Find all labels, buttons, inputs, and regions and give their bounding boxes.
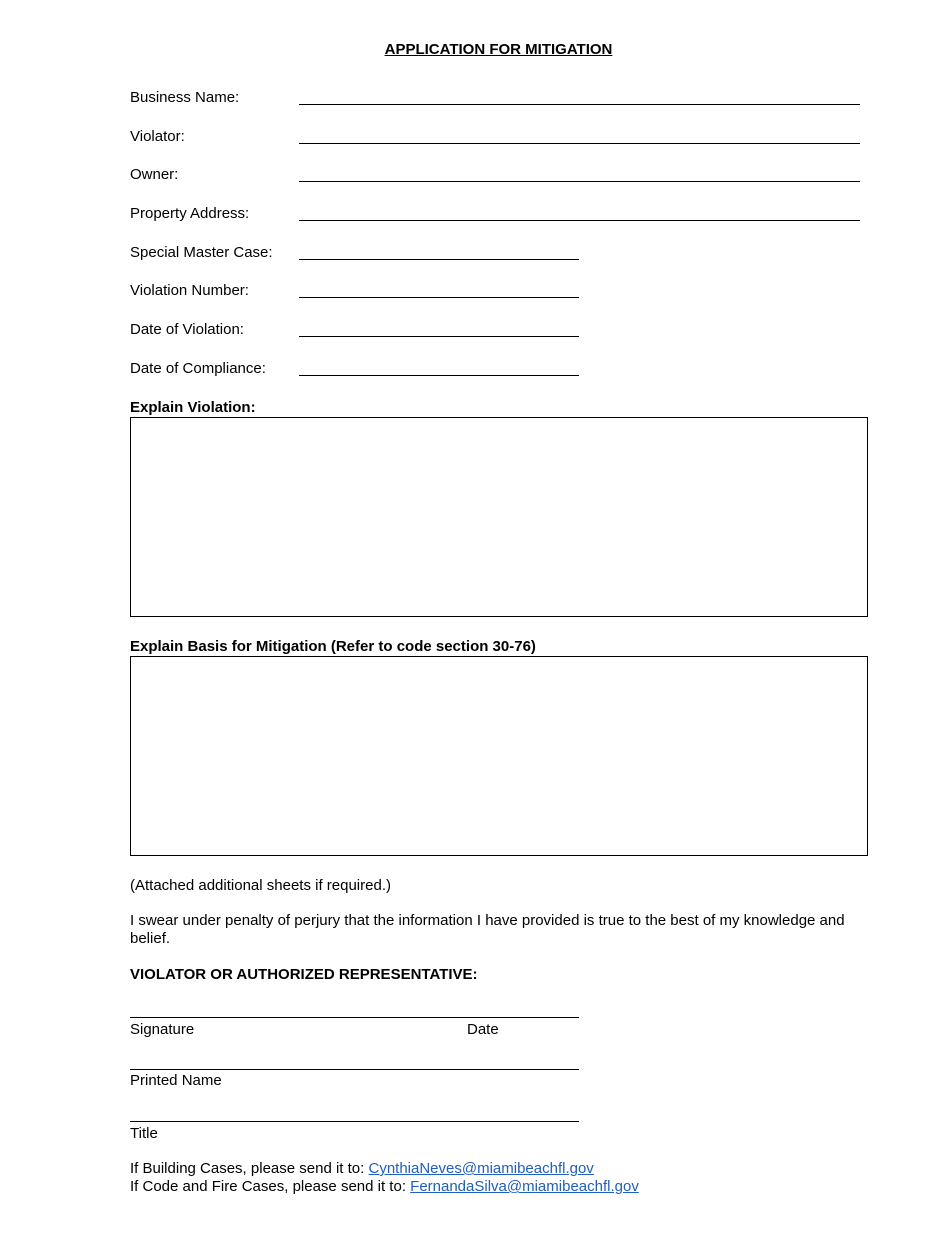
date-label: Date xyxy=(467,1021,499,1038)
building-contact-prefix: If Building Cases, please send it to: xyxy=(130,1160,369,1177)
page-title: APPLICATION FOR MITIGATION xyxy=(384,41,613,58)
building-email-link[interactable]: CynthiaNeves@miamibeachfl.gov xyxy=(368,1160,594,1177)
date-of-violation-label: Date of Violation: xyxy=(130,321,244,338)
special-master-case-input-line[interactable] xyxy=(299,259,579,260)
date-of-compliance-label: Date of Compliance: xyxy=(130,360,266,377)
explain-violation-heading: Explain Violation: xyxy=(130,399,256,416)
explain-violation-textbox[interactable] xyxy=(130,417,868,617)
title-label: Title xyxy=(130,1125,158,1142)
printed-name-line[interactable] xyxy=(130,1069,579,1070)
title-line[interactable] xyxy=(130,1121,579,1122)
violator-label: Violator: xyxy=(130,128,185,145)
signature-label: Signature xyxy=(130,1021,195,1038)
code-fire-contact-line xyxy=(130,1178,639,1196)
code-fire-contact-prefix: If Code and Fire Cases, please send it to: xyxy=(130,1178,411,1195)
business-name-label: Business Name: xyxy=(130,89,240,106)
building-contact-line xyxy=(130,1160,594,1178)
attach-note: (Attached additional sheets if required.) xyxy=(130,877,391,894)
explain-basis-textbox[interactable] xyxy=(130,656,868,856)
owner-label: Owner: xyxy=(130,166,179,183)
date-of-violation-input-line[interactable] xyxy=(299,336,579,337)
signature-line[interactable] xyxy=(130,1017,579,1018)
special-master-case-label: Special Master Case: xyxy=(130,244,273,261)
violation-number-input-line[interactable] xyxy=(299,297,579,298)
explain-basis-heading: Explain Basis for Mitigation (Refer to code section 30-76) xyxy=(130,638,536,655)
printed-name-label: Printed Name xyxy=(130,1072,222,1089)
property-address-input-line[interactable] xyxy=(299,220,860,221)
code-fire-email-link[interactable]: FernandaSilva@miamibeachfl.gov xyxy=(410,1178,639,1195)
business-name-input-line[interactable] xyxy=(299,104,860,105)
property-address-label: Property Address: xyxy=(130,205,250,222)
oath-statement: I swear under penalty of perjury that the information I have provided is true to the best of my knowledge and belief. xyxy=(130,912,845,947)
owner-input-line[interactable] xyxy=(299,181,860,182)
violator-input-line[interactable] xyxy=(299,143,860,144)
representative-heading: VIOLATOR OR AUTHORIZED REPRESENTATIVE: xyxy=(130,966,478,983)
date-of-compliance-input-line[interactable] xyxy=(299,375,579,376)
violation-number-label: Violation Number: xyxy=(130,282,249,299)
